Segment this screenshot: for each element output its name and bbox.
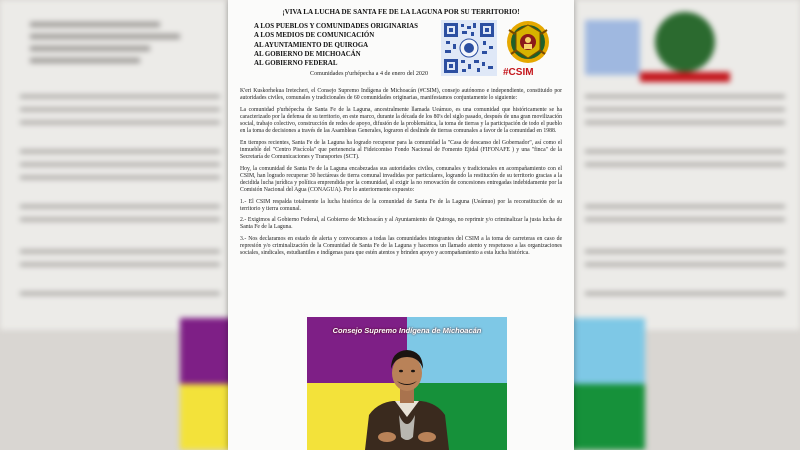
addressee-list <box>254 22 418 68</box>
blurred-text-line <box>20 263 220 266</box>
addressee-line: AL GOBIERNO FEDERAL <box>254 60 338 68</box>
blurred-text-line <box>20 250 220 253</box>
blurred-text-line <box>585 163 785 166</box>
body-paragraph: 3.- Nos declaramos en estado de alerta y convocamos a todas las comunidades integrantes del CSIM a la toma de carreteras en caso de represión y/o criminalización de la Comunidad de Santa Fe de la Laguna y hacemos un llamado atento y respetuoso a las organizaciones sociales, sindicales, estudiantiles e indígenas para que estén atentos y brinden apoyo y acompañamiento a esta lucha histórica. <box>240 236 562 257</box>
blurred-text-line <box>20 95 220 98</box>
csim-badge: #CSIM <box>503 67 534 78</box>
document-title: ¡VIVA LA LUCHA DE SANTA FE DE LA LAGUNA POR SU TERRITORIO! <box>282 8 520 16</box>
body-paragraph: La comunidad p'urhépecha de Santa Fe de la Laguna, ancestralmente llamada Ueámuo, es una comunidad que históricamente se ha caracterizado por la defensa de su territorio, en este marco, durante la década de los 80's del siglo pasado, después de una gran movilización social, trabajo colectivo, construcción de redes de apoyo, difusión de la problemática, la toma de tierras y la participación de todo el pueblo en la toma de decisiones a través de las Asambleas Generales, lograron el deslinde de tierras comunales a favor de la comunidad en 1988. <box>240 106 562 135</box>
blurred-logo <box>655 12 715 72</box>
body-paragraph: K'eri Kuskorhekua Iretecheri, el Consejo Supremo Indígena de Michoacán (#CSIM), consejo autónomo e independiente, constituido por autoridades civiles, comunales y tradicionales de 60 comunidades originarias, manifestamos conjuntamente lo siguiente: <box>240 88 562 102</box>
blurred-qr <box>585 20 640 75</box>
blurred-text-line <box>30 22 160 27</box>
addressee-line: AL AYUNTAMIENTO DE QUIROGA <box>254 41 369 49</box>
blurred-text-line <box>20 218 220 221</box>
blurred-text-line <box>20 205 220 208</box>
document-page <box>228 0 574 450</box>
blurred-text-line <box>30 34 180 39</box>
addressee-line: AL GOBIERNO DE MICHOACÁN <box>254 50 361 58</box>
blurred-text-line <box>585 108 785 111</box>
body-paragraph: Hoy, la comunidad de Santa Fe de la Laguna encabezadas sus autoridades civiles, comunales y tradicionales en acompañamiento con el CSIM, han logrado recuperar 30 hectáreas de tierra comunal invadidas por particulares, logrando la restitución de su territorio gracias a la decidida lucha jurídica y política emprendida por la comunidad, al exigir la no renovación de concesiones entregadas indebidamente por la Comisión Nacional del Agua (CONAGUA). Por lo anteriormente expuesto: <box>240 165 562 194</box>
poster-flag-image <box>307 317 507 450</box>
blurred-text-line <box>20 150 220 153</box>
blurred-text-line <box>585 150 785 153</box>
csim-poster <box>307 317 507 450</box>
blurred-text-line <box>585 263 785 266</box>
blurred-text-line <box>585 205 785 208</box>
blurred-text-line <box>20 108 220 111</box>
blurred-text-line <box>20 292 220 295</box>
blurred-text-line <box>20 163 220 166</box>
document-body <box>240 88 562 262</box>
body-paragraph: 2.- Exigimos al Gobierno Federal, al Gobierno de Michoacán y al Ayuntamiento de Quiroga, no reprimir y/o criminalizar la justa lucha de Santa Fe de la Laguna. <box>240 217 562 231</box>
blurred-text-line <box>30 58 140 63</box>
blurred-text-line <box>585 121 785 124</box>
csim-emblem <box>505 18 551 64</box>
body-paragraph: En tiempos recientes, Santa Fe de la Laguna ha logrado recuperar para la comunidad la "Casa de descanso del Gobernador", así como el inmueble del "Centro Piscícola" que pertenencia al Fideicomiso Fondo Nacional de Fomento Ejidal (FIFONAFE ) y una "finca" de la Secretaría de Comunicaciones y Transportes (SCT). <box>240 139 562 161</box>
poster-title: Consejo Supremo Indígena de Michoacán <box>332 326 482 335</box>
blurred-text-line <box>20 121 220 124</box>
blurred-text-line <box>585 292 785 295</box>
blurred-text-line <box>20 176 220 179</box>
body-paragraph: 1.- El CSIM respalda totalmente la lucha histórica de la comunidad de Santa Fe de la Laguna (Ueámuo) por la reconstitución de su territorio y tierra comunal. <box>240 198 562 212</box>
blurred-text-line <box>30 46 150 51</box>
addressee-line: A LOS PUEBLOS Y COMUNIDADES ORIGINARIAS <box>254 23 418 30</box>
blurred-badge <box>640 72 730 82</box>
blurred-text-line <box>585 218 785 221</box>
document-date: Comunidades p'urhépecha a 4 de enero del 2020 <box>310 71 429 77</box>
qr-code <box>441 20 497 76</box>
addressee-line: A LOS MEDIOS DE COMUNICACIÓN <box>254 32 375 40</box>
blurred-text-line <box>585 250 785 253</box>
blurred-text-line <box>585 95 785 98</box>
